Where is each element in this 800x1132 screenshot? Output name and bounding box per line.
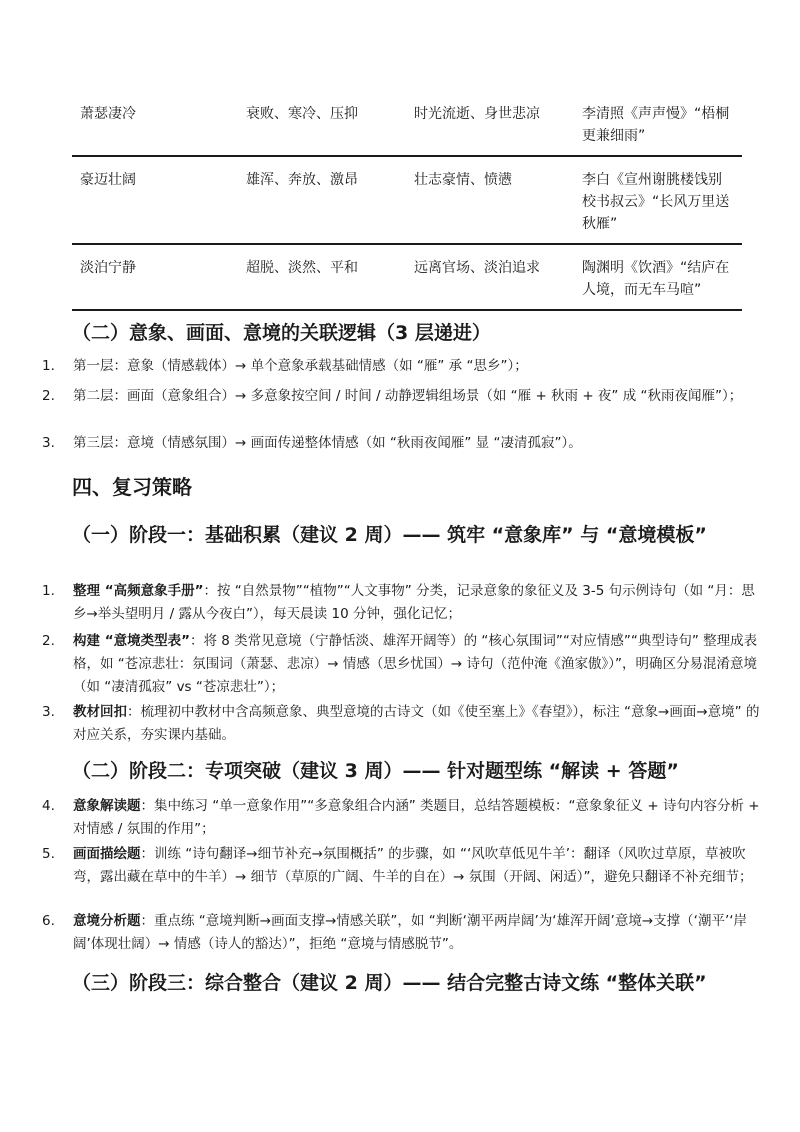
stage2-heading: （二）阶段二：专项突破（建议 3 周）—— 针对题型练 “解读 + 答题” [72,760,679,782]
table-cell: 陶渊明《饮酒》“结庐在人境，而无车马喧” [582,260,730,298]
list-text [73,843,763,889]
list-text [73,795,763,841]
list-number: 2. [42,388,55,404]
list-text: 第三层：意境（情感氛围）→ 画面传递整体情感（如 “秋雨夜闻雁” 显 “凄清孤寂”）。 [73,435,582,451]
stage3-heading: （三）阶段三：综合整合（建议 2 周）—— 结合完整古诗文练 “整体关联” [72,972,707,994]
list-number: 3. [42,435,55,451]
list-number: 2. [42,633,55,649]
stage1-heading: （一）阶段一：基础积累（建议 2 周）—— 筑牢 “意象库” 与 “意境模板” [72,524,707,546]
list-number: 5. [42,846,55,862]
list-lead: 意象解读题 [73,798,141,814]
list-body: ：梳理初中教材中含高频意象、典型意境的古诗文（如《使至塞上》《春望》），标注 “意象→画面→意境” 的对应关系，夯实课内基础。 [73,704,760,743]
table-cell: 淡泊宁静 [80,260,136,276]
list-body: ：按 “自然景物”“植物”“人文事物” 分类，记录意象的象征义及 3-5 句示例诗句（如 “月：思乡→举头望明月 / 露从今夜白”），每天晨读 10 分钟，强化记忆； [73,583,755,622]
list-number: 1. [42,583,55,599]
table-cell: 超脱、淡然、平和 [246,260,358,276]
section-heading-review: 四、复习策略 [72,475,192,499]
imagery-table [72,95,742,311]
list-text [73,910,763,956]
table-cell: 李清照《声声慢》“梧桐更兼细雨” [582,106,730,144]
list-text [73,701,763,747]
table-row [72,156,742,244]
list-lead: 构建 “意境类型表” [73,633,190,649]
list-number: 1. [42,358,55,374]
list-lead: 画面描绘题 [73,846,141,862]
table-cell: 李白《宣州谢朓楼饯别校书叔云》“长风万里送秋雁” [582,172,730,232]
list-body: ：训练 “诗句翻译→细节补充→氛围概括” 的步骤，如 “‘风吹草低见牛羊’：翻译（风吹过草原，草被吹弯，露出藏在草中的牛羊）→ 细节（草原的广阔、牛羊的自在）→ 氛围（开阔、闲适）”，避免只翻译不补充细节； [73,846,753,885]
table-cell: 萧瑟凄冷 [80,106,136,122]
list-number: 4. [42,798,55,814]
list-text: 第二层：画面（意象组合）→ 多意象按空间 / 时间 / 动静逻辑组场景（如 “雁 + 秋雨 + 夜” 成 “秋雨夜闻雁”）； [73,388,743,404]
table-cell: 衰败、寒冷、压抑 [246,106,358,122]
list-number: 6. [42,913,55,929]
table-row [72,95,742,156]
table-cell: 远离官场、淡泊追求 [414,260,540,276]
table-cell: 豪迈壮阔 [80,172,136,188]
list-text [73,630,763,699]
table-cell: 时光流逝、身世悲凉 [414,106,540,122]
list-lead: 教材回扣 [73,704,127,720]
section-heading-logic: （二）意象、画面、意境的关联逻辑（3 层递进） [72,322,491,344]
list-lead: 整理 “高频意象手册” [73,583,204,599]
list-body: ：将 8 类常见意境（宁静恬淡、雄浑开阔等）的 “核心氛围词”“对应情感”“典型诗句” 整理成表格，如 “苍凉悲壮：氛围词（萧瑟、悲凉）→ 情感（思乡忧国）→ 诗句（范仲淹《渔家傲》）”，明确区分易混淆意境（如 “凄清孤寂” vs “苍凉悲壮”）； [73,633,758,695]
table-cell: 雄浑、奔放、激昂 [246,172,358,188]
list-body: ：重点练 “意境判断→画面支撑→情感关联”，如 “判断‘潮平两岸阔’为‘雄浑开阔’意境→支撑（‘潮平’‘岸阔’体现壮阔）→ 情感（诗人的豁达）”，拒绝 “意境与情感脱节”。 [73,913,748,952]
list-body: ：集中练习 “单一意象作用”“多意象组合内涵” 类题目，总结答题模板：“意象象征义 + 诗句内容分析 + 对情感 / 氛围的作用”； [73,798,760,837]
list-number: 3. [42,704,55,720]
list-text [73,580,763,626]
table-cell: 壮志豪情、愤懑 [414,172,512,188]
list-lead: 意境分析题 [73,913,141,929]
list-text: 第一层：意象（情感载体）→ 单个意象承载基础情感（如 “雁” 承 “思乡”）； [73,358,528,374]
table-row [72,244,742,310]
